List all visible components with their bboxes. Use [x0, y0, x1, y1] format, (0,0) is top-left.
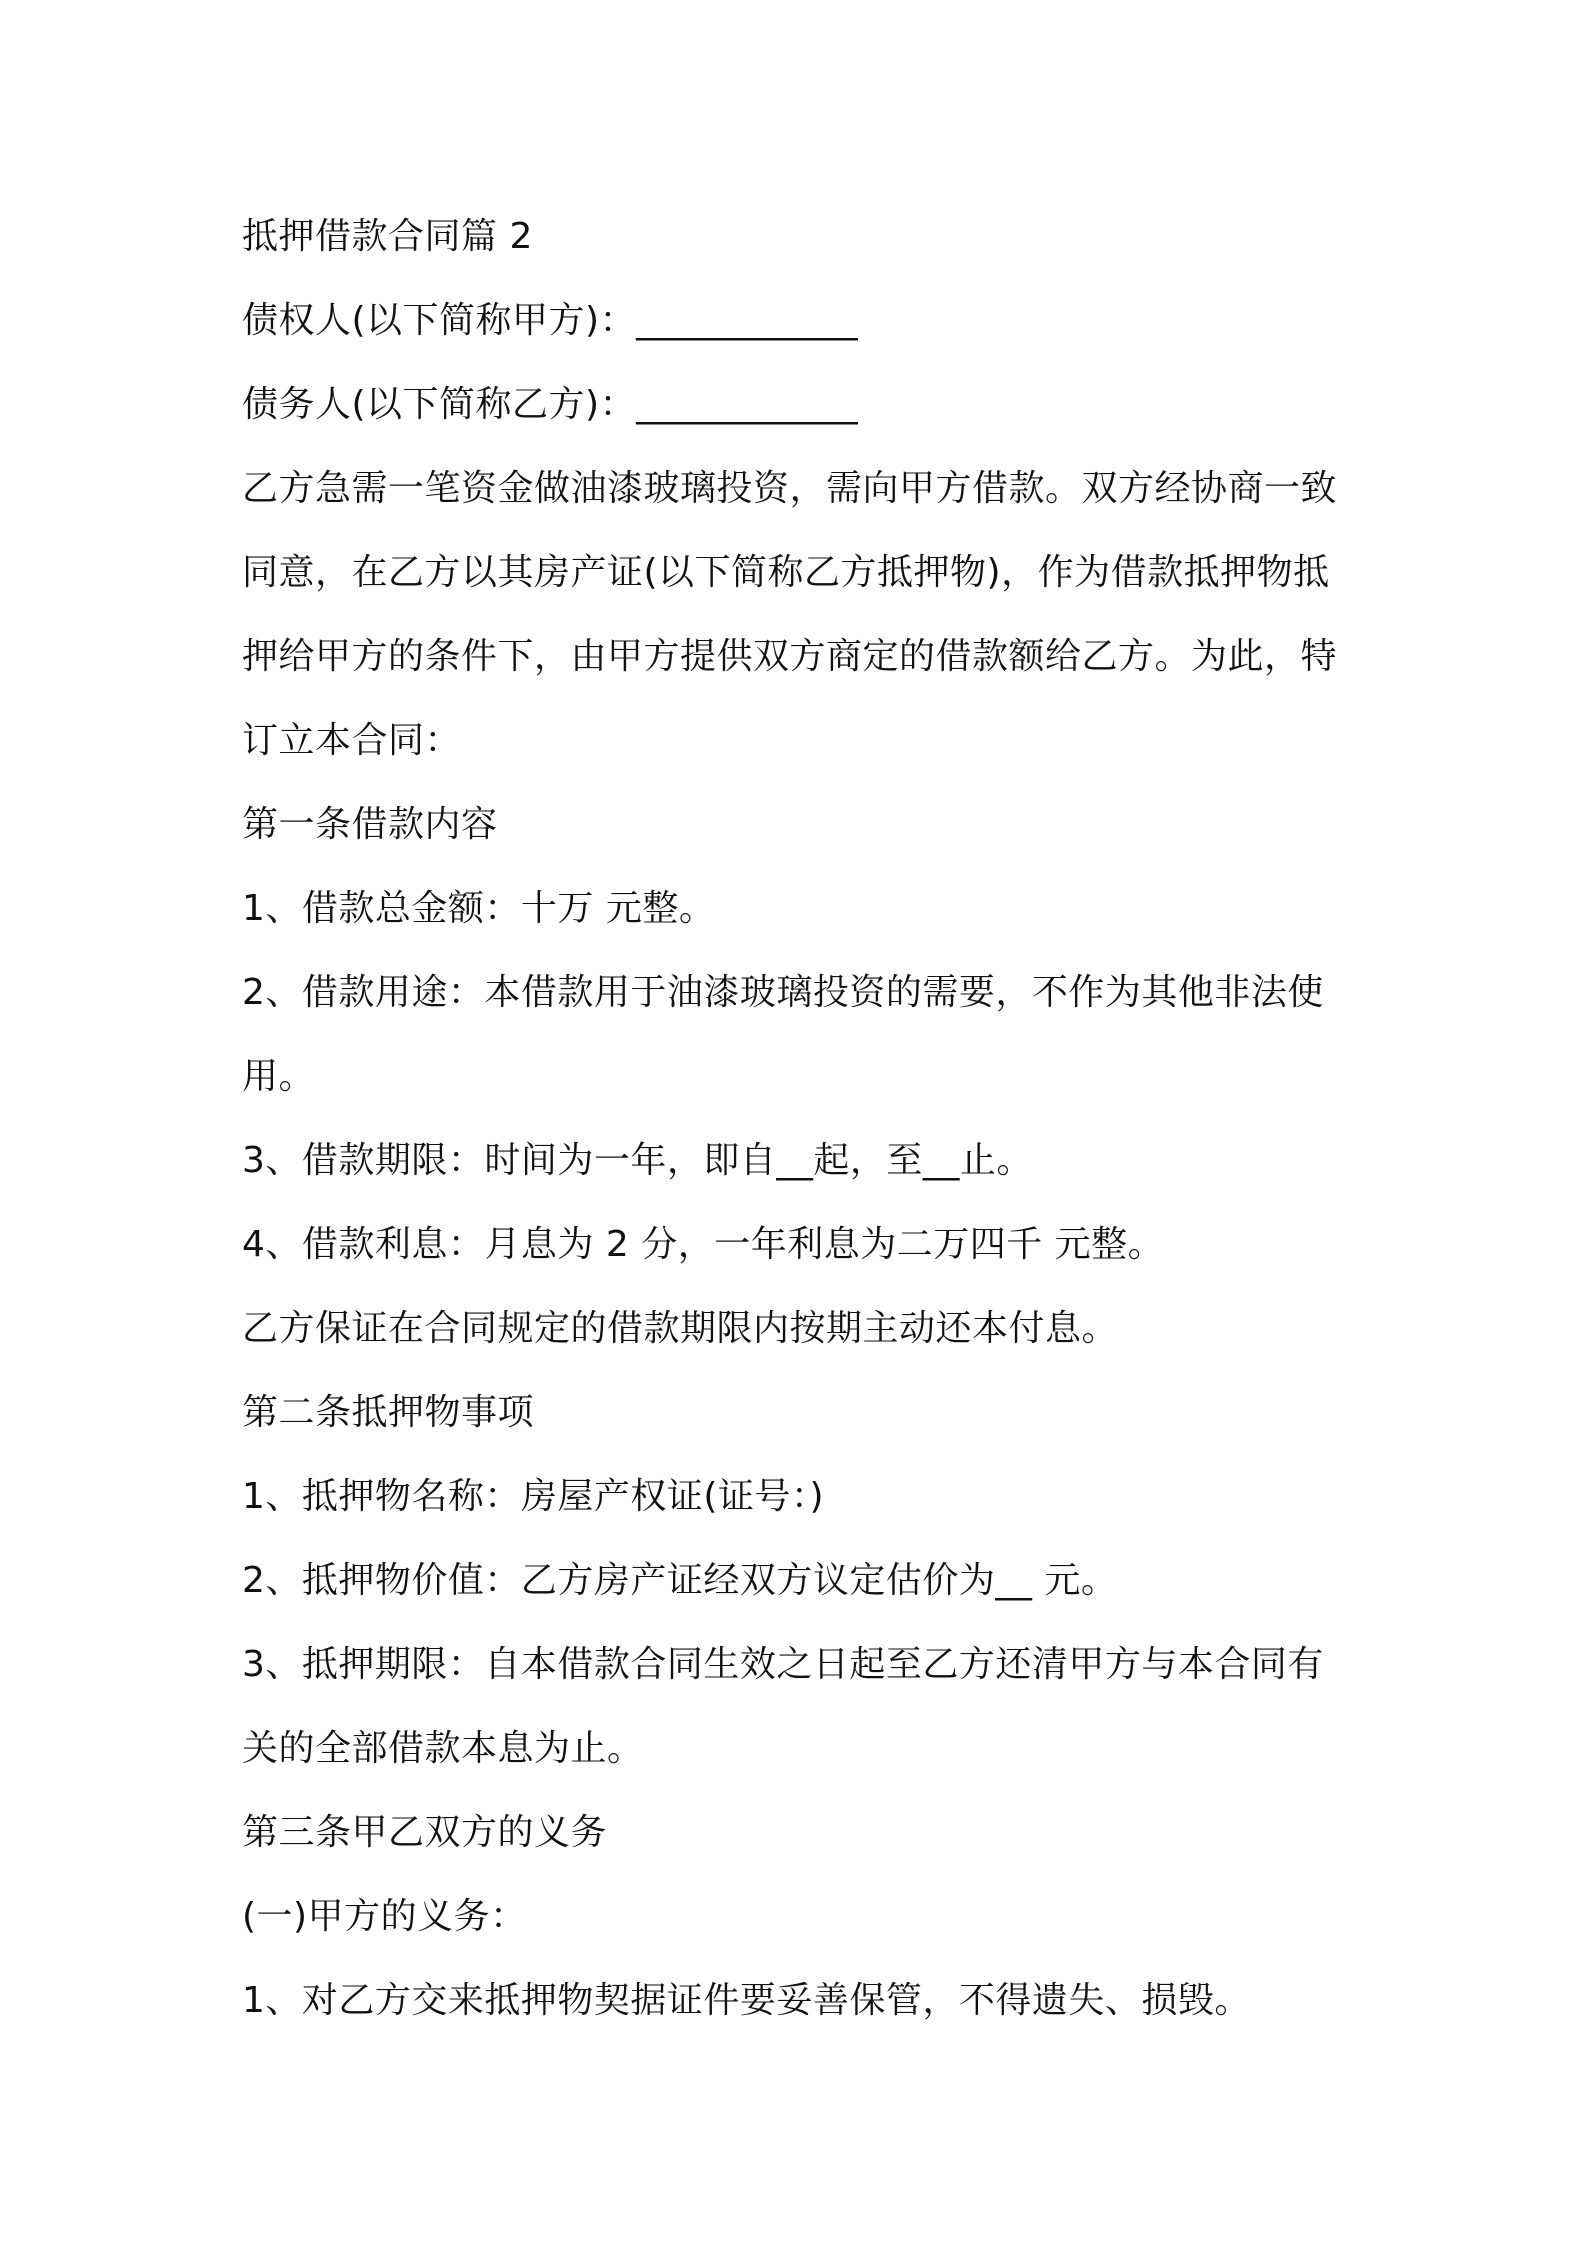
paragraph-line: 同意，在乙方以其房产证(以下简称乙方抵押物)，作为借款抵押物抵 [242, 552, 1330, 593]
clause-line: 1、借款总金额：十万 元整。 [242, 888, 716, 929]
section-heading: 第三条甲乙双方的义务 [242, 1812, 608, 1853]
document-body [242, 195, 1367, 2043]
clause-line: 2、借款用途：本借款用于油漆玻璃投资的需要，不作为其他非法使 [242, 972, 1324, 1013]
paragraph-line: 乙方急需一笔资金做油漆玻璃投资，需向甲方借款。双方经协商一致 [242, 468, 1338, 509]
clause-line: 3、借款期限：时间为一年，即自__起，至__止。 [242, 1140, 1033, 1181]
clause-line: 4、借款利息：月息为 2 分，一年利息为二万四千 元整。 [242, 1224, 1165, 1265]
clause-line: 关的全部借款本息为止。 [242, 1728, 644, 1769]
debtor-line: 债务人(以下简称乙方)：____________ [242, 384, 859, 425]
subsection-heading: (一)甲方的义务： [242, 1896, 527, 1937]
section-heading: 第一条借款内容 [242, 804, 498, 845]
document-title: 抵押借款合同篇 2 [242, 216, 533, 257]
section-heading: 第二条抵押物事项 [242, 1392, 535, 1433]
paragraph-line: 押给甲方的条件下，由甲方提供双方商定的借款额给乙方。为此，特 [242, 636, 1338, 677]
clause-line: 用。 [242, 1056, 316, 1097]
paragraph-line: 订立本合同： [242, 720, 462, 761]
clause-line: 1、抵押物名称：房屋产权证(证号：) [242, 1476, 824, 1517]
clause-line: 3、抵押期限：自本借款合同生效之日起至乙方还清甲方与本合同有 [242, 1644, 1324, 1685]
creditor-line: 债权人(以下简称甲方)：____________ [242, 300, 859, 341]
clause-line: 2、抵押物价值：乙方房产证经双方议定估价为__ 元。 [242, 1560, 1118, 1601]
paragraph-line: 乙方保证在合同规定的借款期限内按期主动还本付息。 [242, 1308, 1119, 1349]
clause-line: 1、对乙方交来抵押物契据证件要妥善保管，不得遗失、损毁。 [242, 1980, 1251, 2021]
